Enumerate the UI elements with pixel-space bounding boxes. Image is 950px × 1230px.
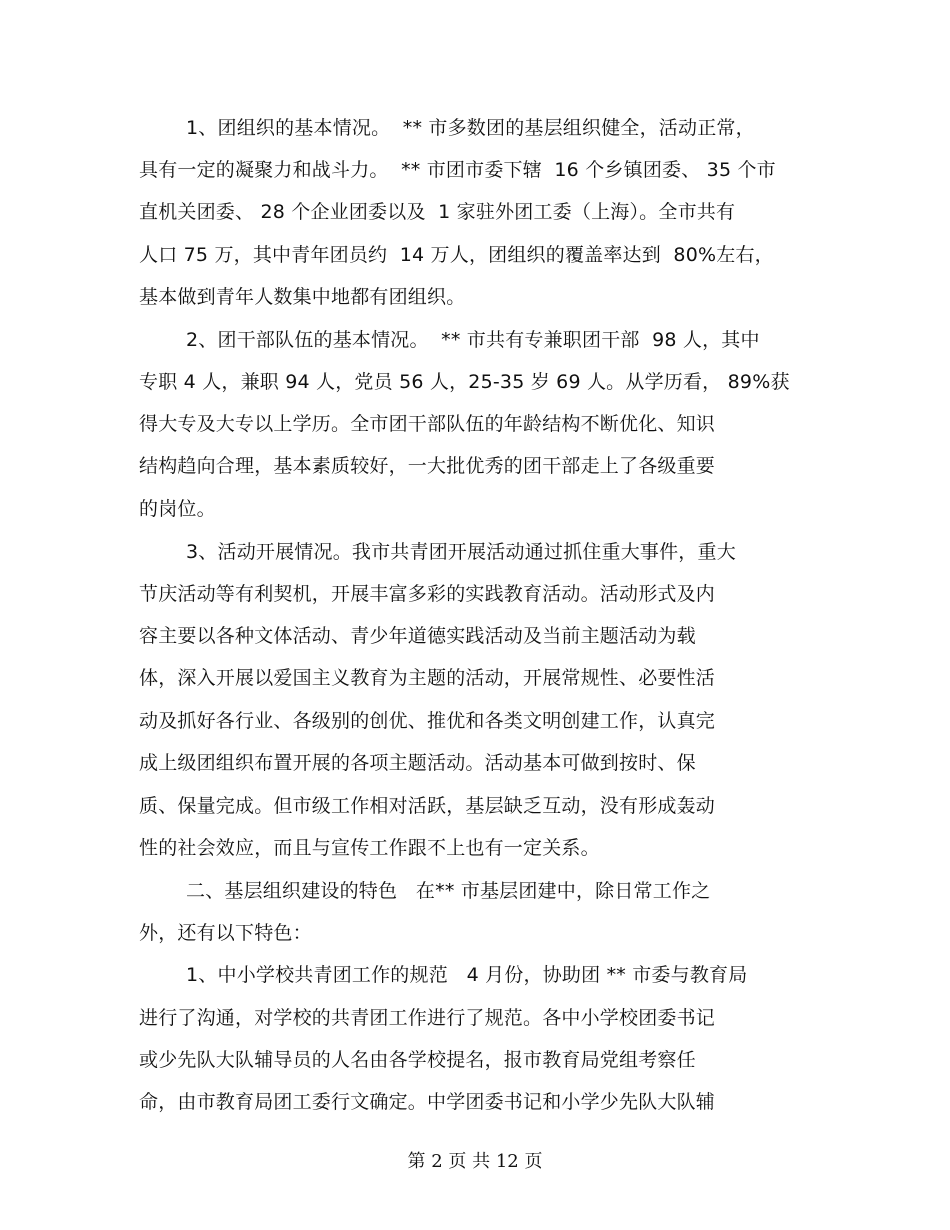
text-line: 人口 75 万，其中青年团员约 14 万人，团组织的覆盖率达到 80%左右，: [139, 244, 774, 266]
text-line: 具有一定的凝聚力和战斗力。 ** 市团市委下辖 16 个乡镇团委、 35 个市: [139, 159, 776, 181]
text-line: 专职 4 人，兼职 94 人，党员 56 人，25-35 岁 69 人。从学历看， 89%获: [139, 371, 790, 393]
text-line: 1、中小学校共青团工作的规范 4 月份，协助团 ** 市委与教育局: [186, 964, 748, 986]
text-line: 外，还有以下特色：: [139, 922, 312, 944]
text-line: 质、保量完成。但市级工作相对活跃，基层缺乏互动，没有形成轰动: [139, 795, 716, 817]
text-line: 体，深入开展以爱国主义教育为主题的活动，开展常规性、必要性活: [139, 667, 716, 689]
text-line: 或少先队大队辅导员的人名由各学校提名，报市教育局党组考察任: [139, 1049, 696, 1071]
text-line: 2、团干部队伍的基本情况。 ** 市共有专兼职团干部 98 人，其中: [186, 329, 760, 351]
page-number-footer: 第 2 页 共 12 页: [407, 1151, 543, 1172]
text-line: 1、团组织的基本情况。 ** 市多数团的基层组织健全，活动正常，: [186, 117, 755, 139]
text-line: 性的社会效应，而且与宣传工作跟不上也有一定关系。: [139, 837, 600, 859]
text-line: 命，由市教育局团工委行文确定。中学团委书记和小学少先队大队辅: [139, 1091, 716, 1113]
text-line: 3、活动开展情况。我市共青团开展活动通过抓住重大事件，重大: [186, 541, 736, 563]
text-line: 动及抓好各行业、各级别的创优、推优和各类文明创建工作，认真完: [139, 710, 716, 732]
text-line: 容主要以各种文体活动、青少年道德实践活动及当前主题活动为载: [139, 625, 696, 647]
section-heading-line: 二、基层组织建设的特色 在** 市基层团建中，除日常工作之: [186, 880, 711, 902]
text-line: 结构趋向合理，基本素质较好，一大批优秀的团干部走上了各级重要: [139, 455, 716, 477]
text-line: 进行了沟通，对学校的共青团工作进行了规范。各中小学校团委书记: [139, 1007, 716, 1029]
text-line: 的岗位。: [139, 498, 216, 520]
text-line: 节庆活动等有利契机，开展丰富多彩的实践教育活动。活动形式及内: [139, 583, 716, 605]
text-line: 基本做到青年人数集中地都有团组织。: [139, 286, 466, 308]
text-line: 直机关团委、 28 个企业团委以及 1 家驻外团工委（上海）。全市共有: [139, 201, 736, 223]
text-line: 成上级团组织布置开展的各项主题活动。活动基本可做到按时、保: [139, 752, 696, 774]
text-line: 得大专及大专以上学历。全市团干部队伍的年龄结构不断优化、知识: [139, 413, 716, 435]
